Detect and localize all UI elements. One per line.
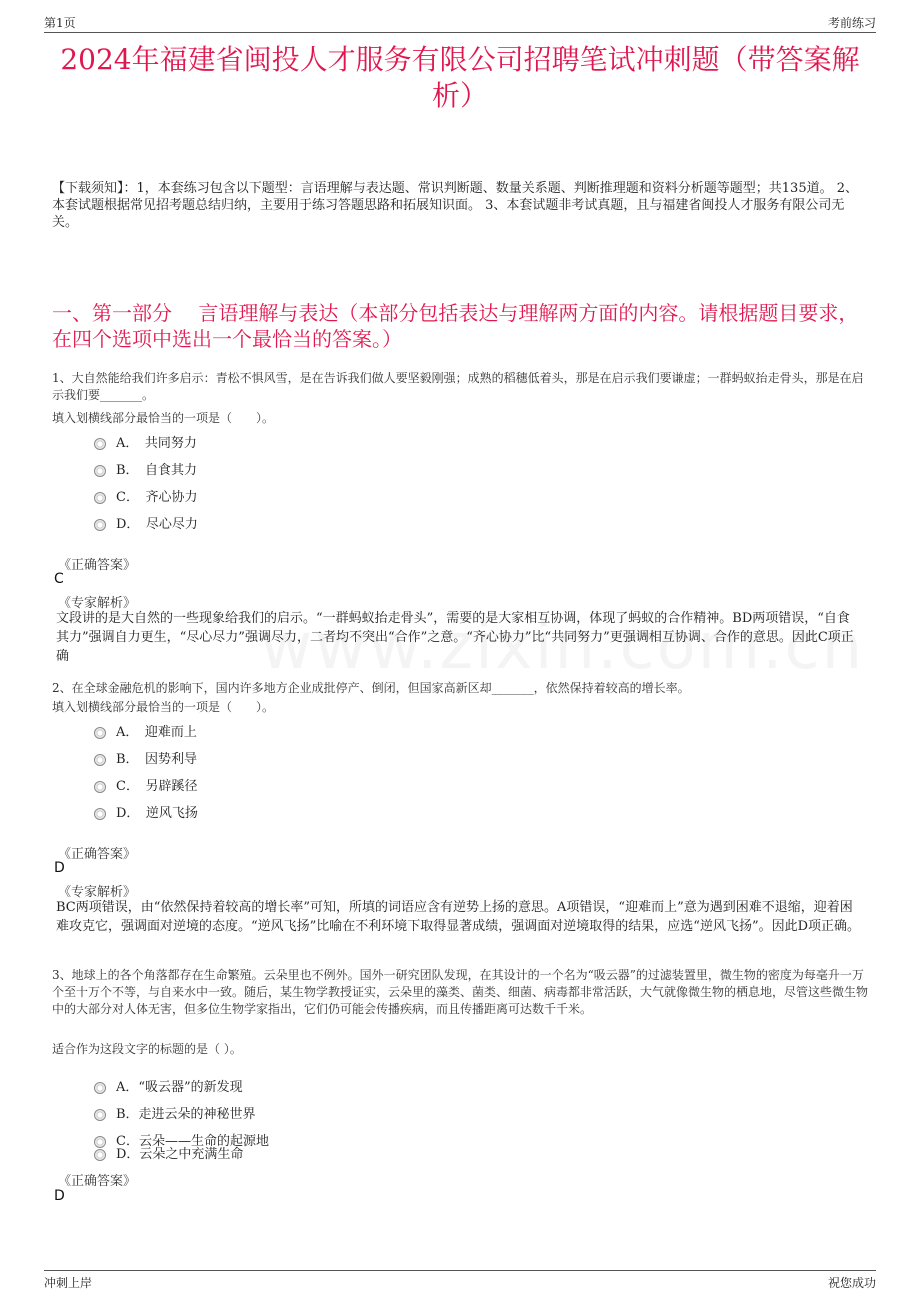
question-3-option-a[interactable] — [94, 1076, 243, 1095]
radio-icon[interactable] — [94, 519, 106, 531]
answer-label: 《正确答案》 — [58, 847, 137, 862]
question-2-option-c[interactable] — [94, 775, 197, 794]
option-label: B． 自食其力 — [116, 463, 198, 478]
question-2-option-d[interactable] — [94, 802, 198, 821]
footer-left: 冲刺上岸 — [44, 1276, 93, 1290]
option-label: D． 尽心尽力 — [116, 517, 198, 532]
question-1-option-a[interactable] — [94, 432, 197, 451]
question-3-option-d[interactable] — [94, 1143, 243, 1162]
expert-label: 《专家解析》 — [58, 596, 137, 611]
question-2-explanation: BC两项错误，由“依然保持着较高的增长率”可知，所填的词语应含有逆势上扬的意思。A项错误，“迎难而上”意为遇到困难不退缩，迎着困难攻克它，强调面对逆境的态度。“逆风飞扬”比喻在不利环境下取得显著成绩，强调面对逆境取得的结果，应选“逆风飞扬”。因此D项正确。 — [56, 900, 861, 934]
option-label: A．“吸云器”的新发现 — [116, 1080, 243, 1095]
radio-icon[interactable] — [94, 492, 106, 504]
question-2-option-b[interactable] — [94, 748, 197, 767]
answer-label: 《正确答案》 — [58, 1174, 137, 1189]
radio-icon[interactable] — [94, 1149, 106, 1161]
question-1-option-b[interactable] — [94, 459, 197, 478]
question-2-option-a[interactable] — [94, 721, 197, 740]
option-label: C．云朵——生命的起源地 — [116, 1134, 269, 1149]
document-title: 2024年福建省闽投人才服务有限公司招聘笔试冲刺题（带答案解析） — [60, 43, 860, 112]
page-footer — [44, 1270, 876, 1293]
footer-right: 祝您成功 — [827, 1276, 876, 1290]
section-title: 一、第一部分 言语理解与表达（本部分包括表达与理解两方面的内容。请根据题目要求，在四个选项中选出一个最恰当的答案。） — [52, 301, 859, 351]
page-number: 第1页 — [44, 16, 76, 30]
question-1-stem: 1、大自然能给我们许多启示：青松不惧风雪，是在告诉我们做人要坚毅刚强；成熟的稻穗低着头，那是在启示我们要谦虚；一群蚂蚁抬走骨头，那是在启示我们要_______。 — [52, 371, 864, 402]
question-1-option-d[interactable] — [94, 513, 198, 532]
radio-icon[interactable] — [94, 808, 106, 820]
option-label: A． 共同努力 — [116, 436, 197, 451]
question-3-answer: D — [54, 1188, 65, 1204]
option-label: D． 逆风飞扬 — [116, 806, 198, 821]
question-1-option-c[interactable] — [94, 486, 197, 505]
radio-icon[interactable] — [94, 781, 106, 793]
radio-icon[interactable] — [94, 754, 106, 766]
option-label: C． 另辟蹊径 — [116, 779, 198, 794]
radio-icon[interactable] — [94, 1109, 106, 1121]
radio-icon[interactable] — [94, 438, 106, 450]
download-notice: 【下载须知】：1，本套练习包含以下题型：言语理解与表达题、常识判断题、数量关系题、判断推理题和资料分析题等题型；共135道。 2、本套试题根据常见招考题总结归纳，主要用于练习答题思路和拓展知识面。 3、本套试题非考试真题，且与福建省闽投人才服务有限公司无关。 — [52, 181, 858, 230]
option-label: B． 因势利导 — [116, 752, 198, 767]
question-2-prompt: 填入划横线部分最恰当的一项是（ ）。 — [52, 700, 275, 714]
question-3-prompt: 适合作为这段文字的标题的是（ ）。 — [52, 1042, 242, 1056]
radio-icon[interactable] — [94, 1082, 106, 1094]
question-1-prompt: 填入划横线部分最恰当的一项是（ ）。 — [52, 411, 275, 425]
radio-icon[interactable] — [94, 465, 106, 477]
expert-label: 《专家解析》 — [58, 885, 137, 900]
option-label: C． 齐心协力 — [116, 490, 198, 505]
answer-label: 《正确答案》 — [58, 558, 137, 573]
question-1-explanation: 文段讲的是大自然的一些现象给我们的启示。“一群蚂蚁抬走骨头”，需要的是大家相互协调，体现了蚂蚁的合作精神。BD两项错误，“自食其力”强调自力更生，“尽心尽力”强调尽力，二者均不突出“合作”之意。“齐心协力”比“共同努力”更强调相互协调、合作的意思。因此C项正确 — [56, 611, 854, 664]
radio-icon[interactable] — [94, 727, 106, 739]
question-1-answer: C — [54, 571, 64, 587]
question-3-option-b[interactable] — [94, 1103, 256, 1122]
option-label: A． 迎难而上 — [116, 725, 197, 740]
option-label: D．云朵之中充满生命 — [116, 1147, 244, 1162]
question-3-stem: 3、地球上的各个角落都存在生命繁殖。云朵里也不例外。国外一研究团队发现，在其设计的一个名为“吸云器”的过滤装置里，微生物的密度为每毫升一万个至十万个不等，与自来水中一致。随后，某生物学教授证实，云朵里的藻类、菌类、细菌、病毒都非常活跃，大气就像微生物的栖息地，尽管这些微生物中的大部分对人体无害，但多位生物学家指出，它们仍可能会传播疾病，而且传播距离可达数千千米。 — [52, 968, 869, 1016]
question-2-stem: 2、在全球金融危机的影响下，国内许多地方企业成批停产、倒闭，但国家高新区却_______，依然保持着较高的增长率。 — [52, 681, 690, 695]
option-label: B．走进云朵的神秘世界 — [116, 1107, 256, 1122]
question-2-answer: D — [54, 860, 65, 876]
page-header — [44, 12, 876, 33]
header-tag: 考前练习 — [827, 16, 876, 30]
